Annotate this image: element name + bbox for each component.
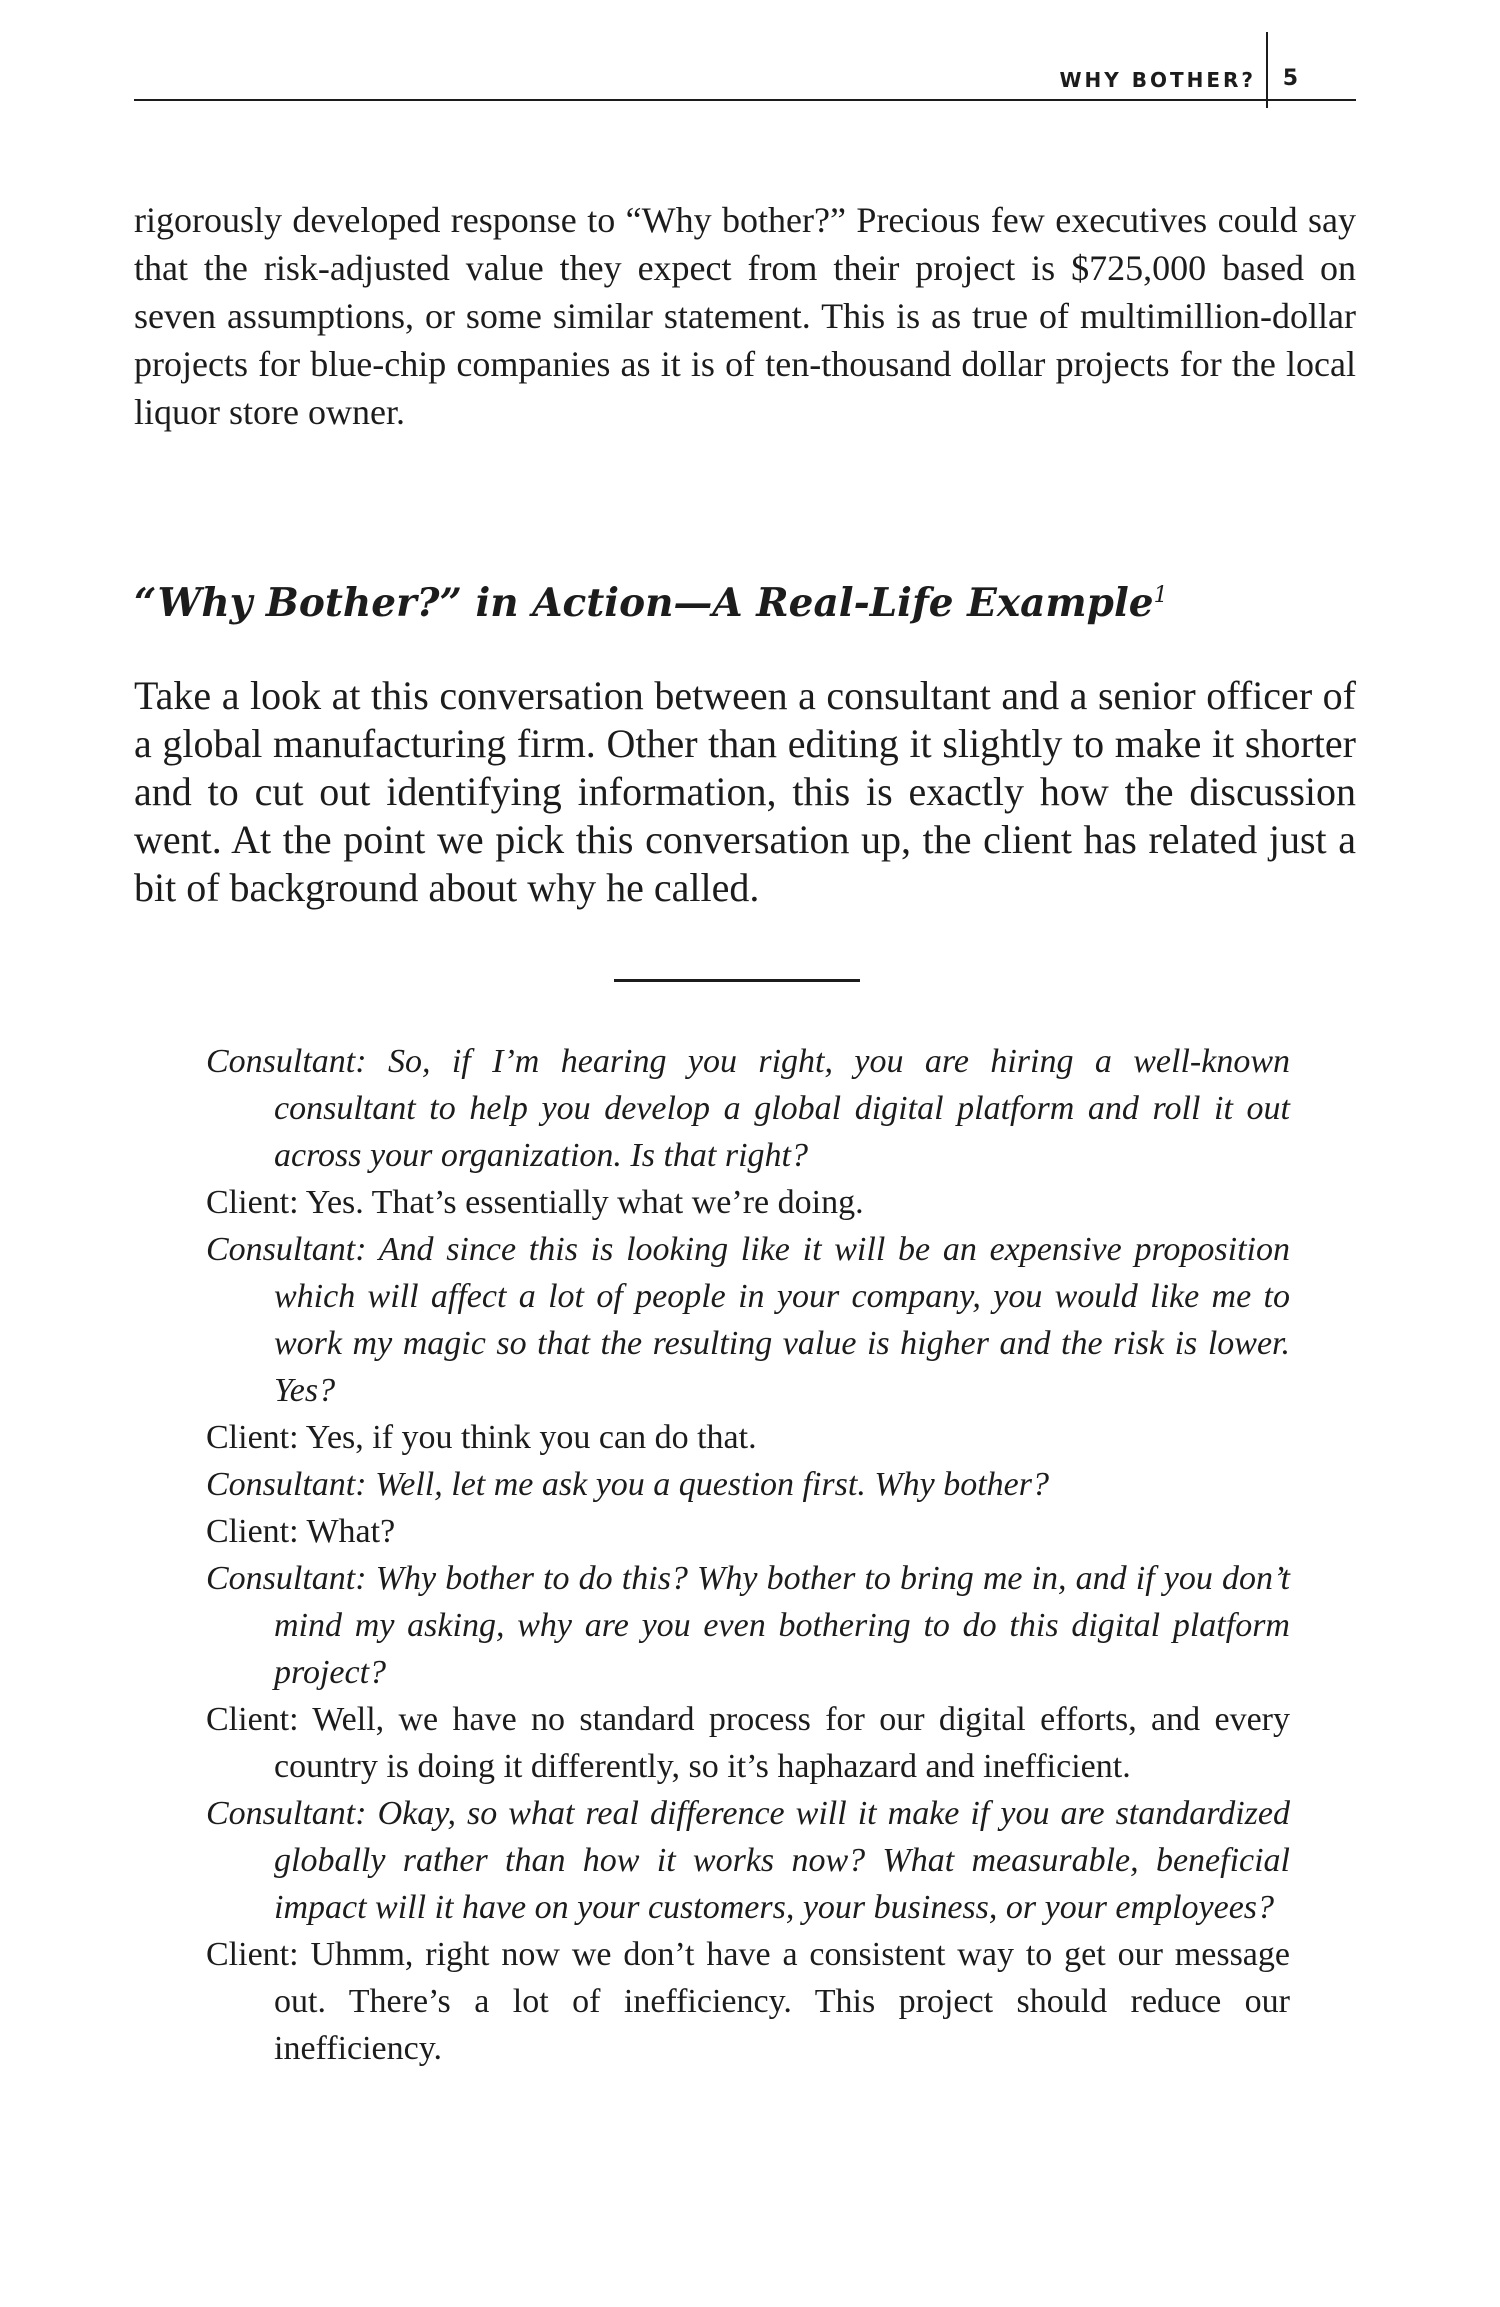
dialogue-line-client: Client: Well, we have no standard process for our digital efforts, and every country is doing it differently, so it’s haphazard and inefficient. bbox=[206, 1701, 1290, 1785]
section-heading-text: “Why Bother?” in Action—A Real-Life Example bbox=[134, 580, 1154, 626]
header-rule bbox=[134, 99, 1356, 101]
opening-paragraph: rigorously developed response to “Why bother?” Precious few executives could say that the risk-adjusted value they expect from their project is $725,000 based on seven assumptions, or some similar statement. This is as true of multimillion-dollar projects for blue-chip companies as it is of ten-thousand dollar projects for the local liquor store owner. bbox=[134, 200, 1356, 432]
dialogue-line-consultant: Consultant: Okay, so what real difference will it make if you are standardized globally rather than how it works now? What measurable, beneficial impact will it have on your customers, your business, or your employees? bbox=[206, 1795, 1290, 1926]
dialogue-line-client: Client: Yes, if you think you can do that. bbox=[206, 1419, 757, 1456]
dialogue-line-client: Client: Uhmm, right now we don’t have a consistent way to get our message out. There’s a lot of inefficiency. This project should reduce our inefficiency. bbox=[206, 1936, 1290, 2067]
header-divider bbox=[1266, 32, 1268, 108]
dialogue-line-consultant: Consultant: And since this is looking like it will be an expensive proposition which will affect a lot of people in your company, you would like me to work my magic so that the resulting value is higher and the risk is lower. Yes? bbox=[206, 1231, 1290, 1409]
dialogue-line-client: Client: What? bbox=[206, 1513, 396, 1550]
dialogue-line-client: Client: Yes. That’s essentially what we’re doing. bbox=[206, 1184, 864, 1221]
page-number: 5 bbox=[1282, 66, 1298, 91]
section-break-rule bbox=[614, 979, 860, 982]
dialogue-line-consultant: Consultant: Why bother to do this? Why bother to bring me in, and if you don’t mind my asking, why are you even bothering to do this digital platform project? bbox=[206, 1560, 1290, 1691]
section-intro-paragraph: Take a look at this conversation between a consultant and a senior officer of a global manufacturing firm. Other than editing it slightly to make it shorter and to cut out identifying information, this is exactly how the discussion went. At the point we pick this conversation up, the client has related just a bit of background about why he called. bbox=[134, 673, 1356, 910]
dialogue-block bbox=[206, 1038, 1290, 2072]
dialogue-line-consultant: Consultant: Well, let me ask you a question first. Why bother? bbox=[206, 1466, 1049, 1503]
dialogue-line-consultant: Consultant: So, if I’m hearing you right, you are hiring a well-known consultant to help you develop a global digital platform and roll it out across your organization. Is that right? bbox=[206, 1043, 1290, 1174]
footnote-marker: 1 bbox=[1153, 583, 1168, 608]
section-heading bbox=[134, 578, 1356, 628]
running-title: WHY BOTHER? bbox=[1059, 68, 1256, 92]
